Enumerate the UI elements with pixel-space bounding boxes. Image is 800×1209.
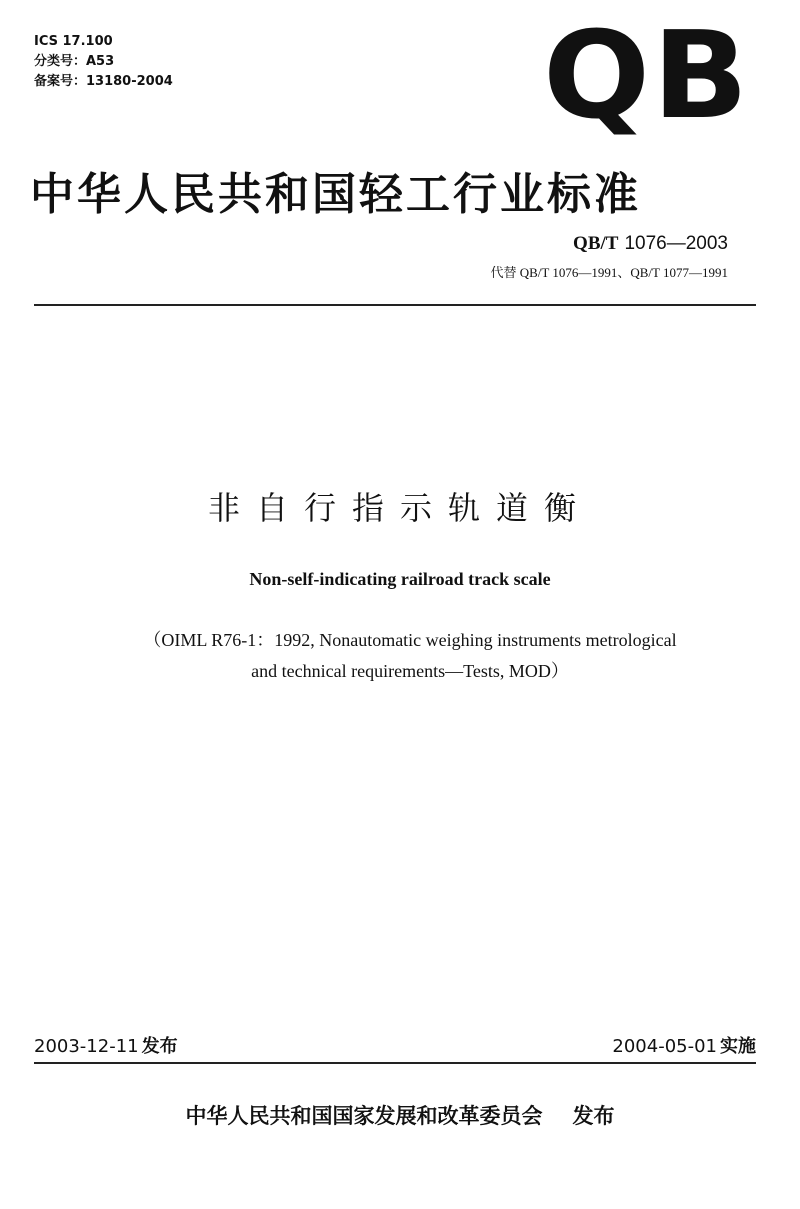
header-divider	[34, 304, 756, 306]
record-number: 备案号：13180-2004	[34, 74, 173, 89]
standard-number	[573, 233, 728, 255]
issue-label: 发布	[141, 1036, 178, 1057]
date-row	[34, 1032, 756, 1060]
issue-date-value: 2003-12-11	[34, 1036, 139, 1057]
replaces-note: 代替 QB/T 1076—1991、QB/T 1077—1991	[490, 265, 728, 280]
reference-standard	[80, 625, 740, 687]
document-title-chinese: 非自行指示轨道衡	[207, 489, 592, 527]
standard-prefix: QB/T	[573, 233, 619, 254]
category-code: 分类号：A53	[34, 54, 115, 69]
publisher-action: 发布	[572, 1104, 615, 1128]
footer-divider	[34, 1062, 756, 1064]
implementation-date	[612, 1032, 756, 1058]
publisher-line	[0, 1100, 800, 1130]
standard-code: 1076—2003	[624, 233, 728, 254]
classification-block	[34, 32, 173, 92]
implementation-date-value: 2004-05-01	[612, 1036, 717, 1057]
reference-line-1: （OIML R76-1：1992, Nonautomatic weighing instruments metrological	[143, 630, 677, 650]
reference-line-2: and technical requirements—Tests, MOD）	[251, 661, 569, 681]
organization-title: 中华人民共和国轻工行业标准	[30, 169, 641, 220]
ics-code: ICS 17.100	[34, 34, 113, 49]
issue-date	[34, 1032, 178, 1058]
document-title-english: Non-self-indicating railroad track scale	[249, 569, 551, 589]
qb-logo: QB	[543, 7, 751, 146]
publisher-name: 中华人民共和国国家发展和改革委员会	[185, 1104, 543, 1128]
implementation-label: 实施	[720, 1036, 756, 1057]
